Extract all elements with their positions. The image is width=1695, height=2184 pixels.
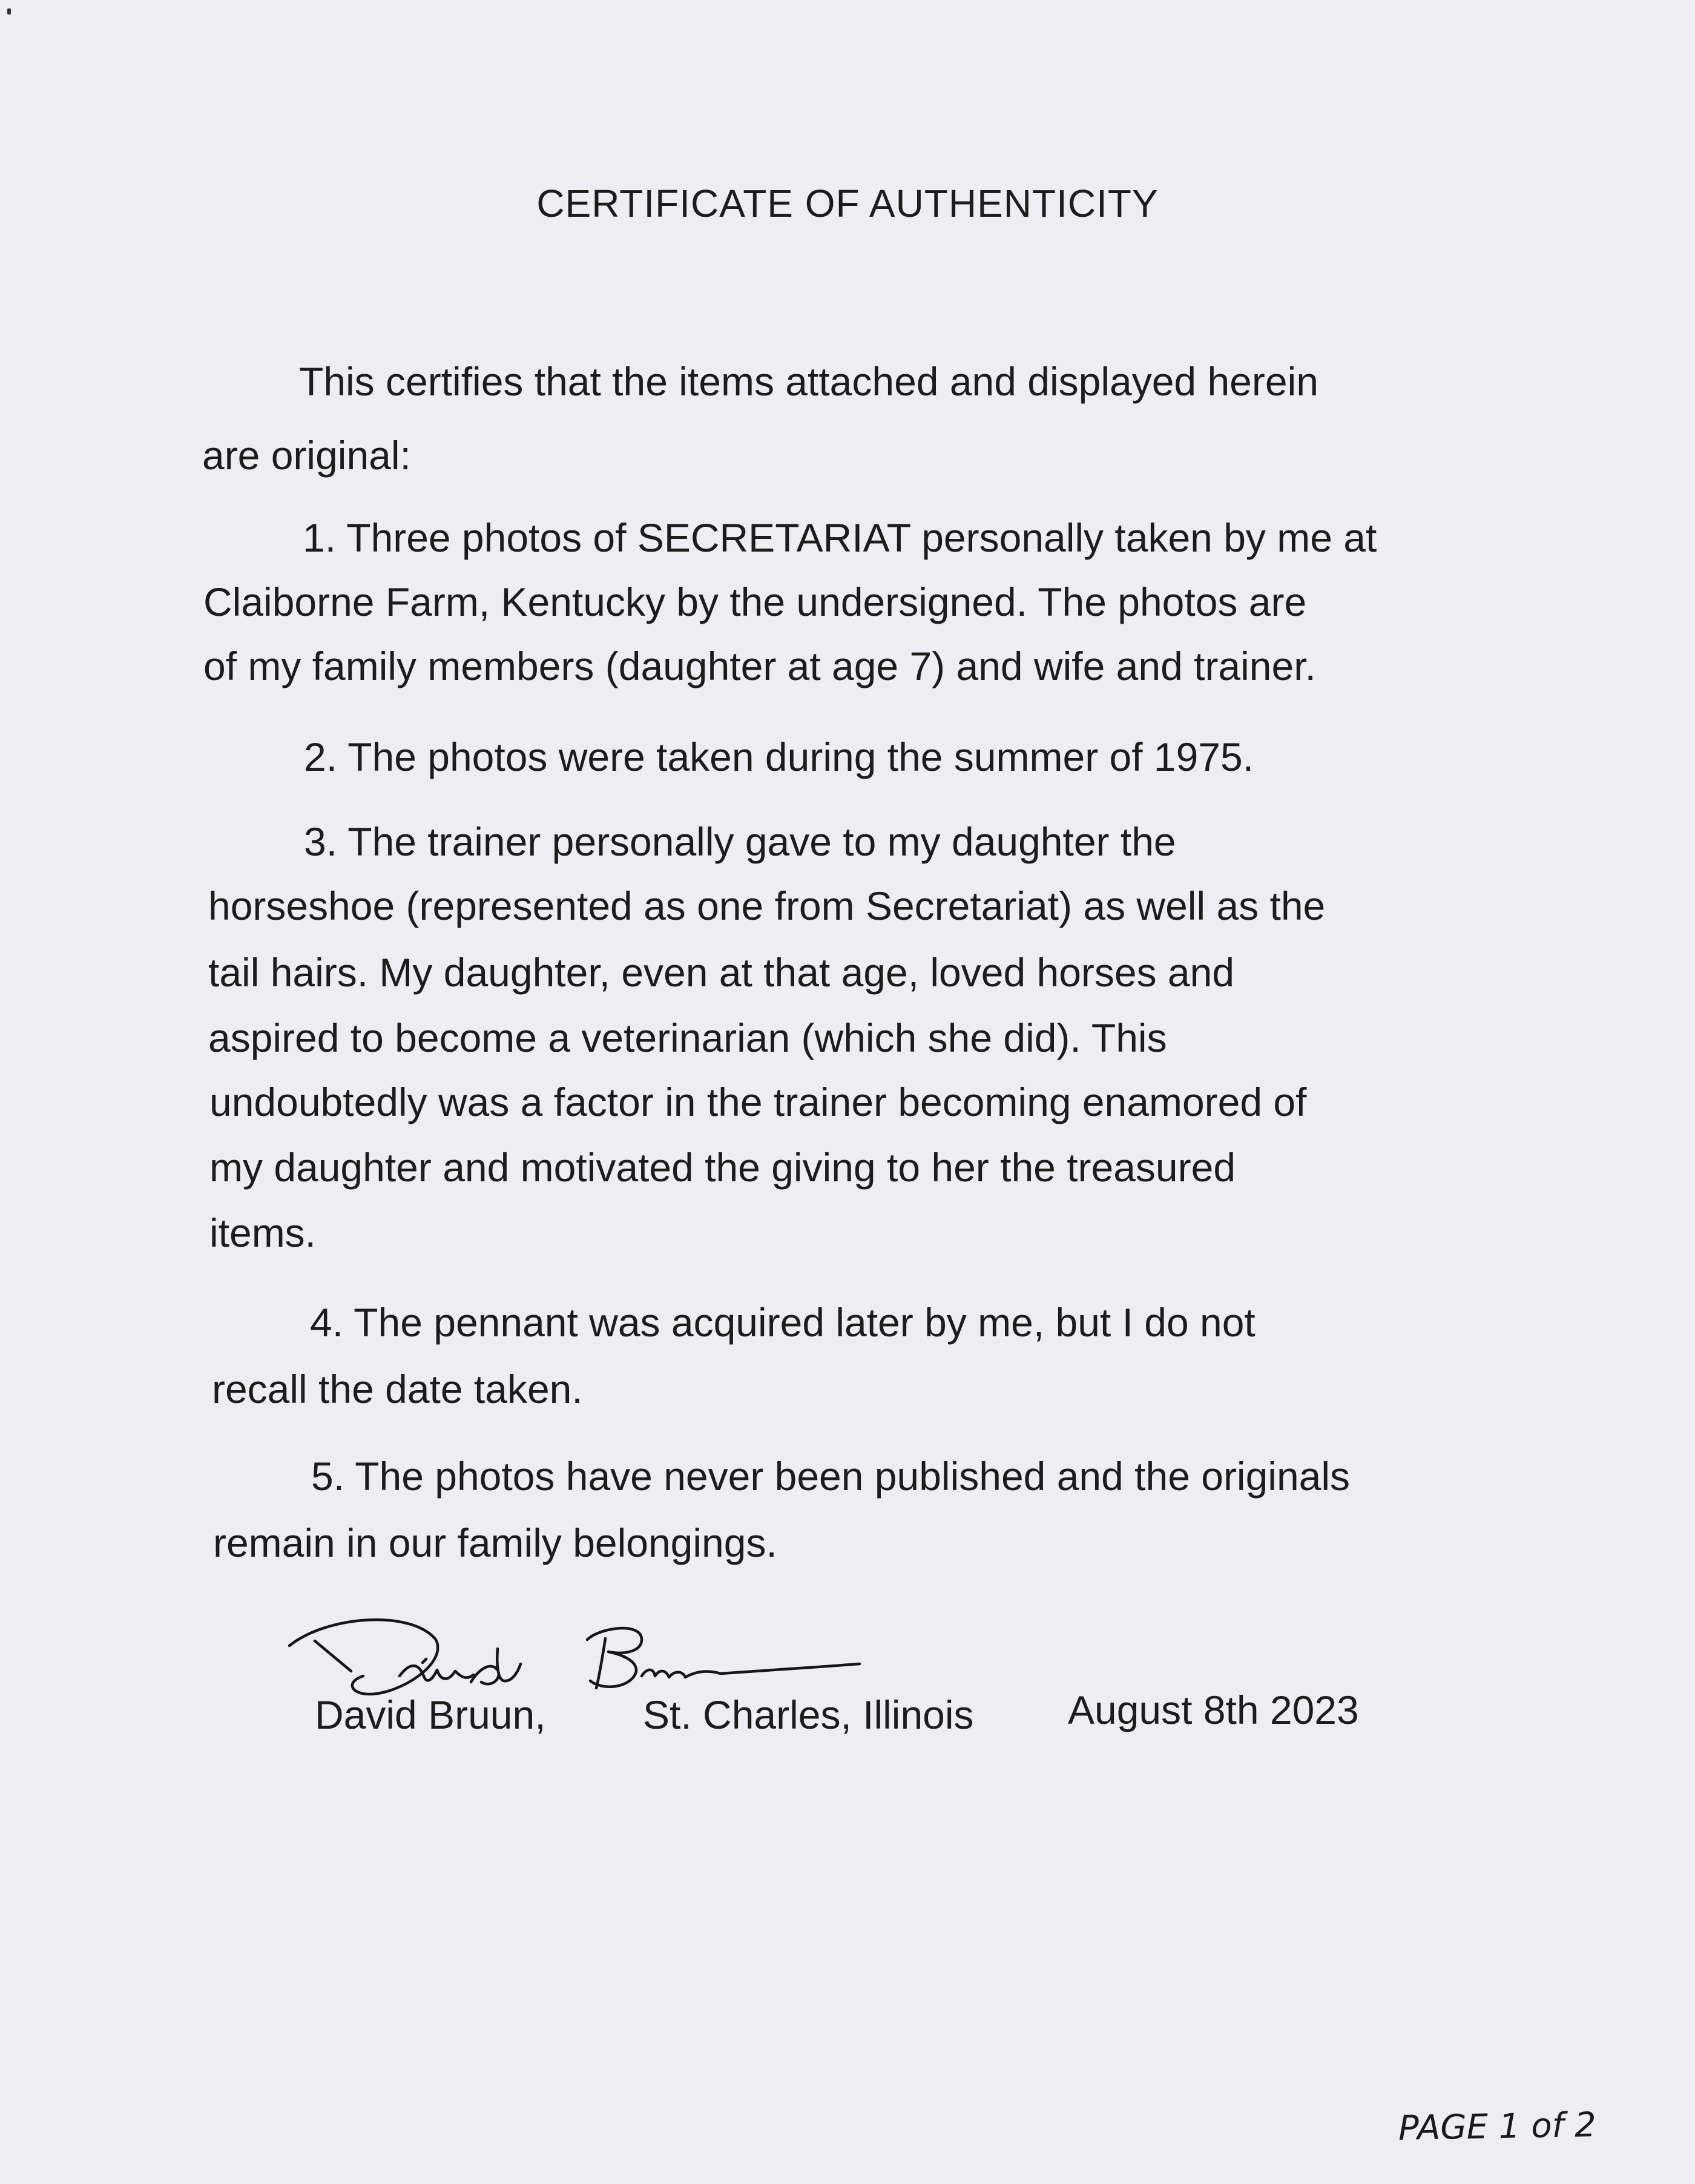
- item-3-line-4: aspired to become a veterinarian (which she did). This: [208, 1015, 1167, 1060]
- item-3-line-5: undoubtedly was a factor in the trainer becoming enamored of: [209, 1080, 1307, 1124]
- intro-line-2: are original:: [202, 433, 411, 478]
- item-3-line-2: horseshoe (represented as one from Secretariat) as well as the: [208, 883, 1326, 928]
- item-3-line-7: items.: [209, 1210, 317, 1255]
- item-1-line-2: Claiborne Farm, Kentucky by the undersigned. The photos are: [203, 579, 1307, 624]
- item-4-line-2: recall the date taken.: [212, 1367, 583, 1411]
- item-3-line-3: tail hairs. My daughter, even at that age, loved horses and: [208, 950, 1235, 995]
- item-4-line-1: 4. The pennant was acquired later by me, but I do not: [310, 1300, 1256, 1345]
- item-1-line-1: 1. Three photos of SECRETARIAT personally taken by me at: [303, 515, 1377, 560]
- signature-date: August 8th 2023: [1068, 1687, 1359, 1732]
- certificate-title: CERTIFICATE OF AUTHENTICITY: [536, 182, 1159, 225]
- item-2-line-1: 2. The photos were taken during the summer of 1975.: [304, 734, 1254, 779]
- intro-line-1: This certifies that the items attached and displayed herein: [299, 359, 1318, 404]
- scan-mark: [7, 8, 11, 15]
- item-1-line-3: of my family members (daughter at age 7) and wife and trainer.: [203, 644, 1316, 688]
- item-3-line-1: 3. The trainer personally gave to my daughter the: [304, 819, 1176, 864]
- item-5-line-2: remain in our family belongings.: [213, 1520, 777, 1565]
- item-3-line-6: my daughter and motivated the giving to her the treasured: [209, 1145, 1236, 1190]
- page-number-note: PAGE 1 of 2: [1398, 2105, 1597, 2148]
- signer-location: St. Charles, Illinois: [643, 1692, 974, 1737]
- item-5-line-1: 5. The photos have never been published and the originals: [311, 1454, 1351, 1499]
- signer-name: David Bruun,: [315, 1692, 546, 1737]
